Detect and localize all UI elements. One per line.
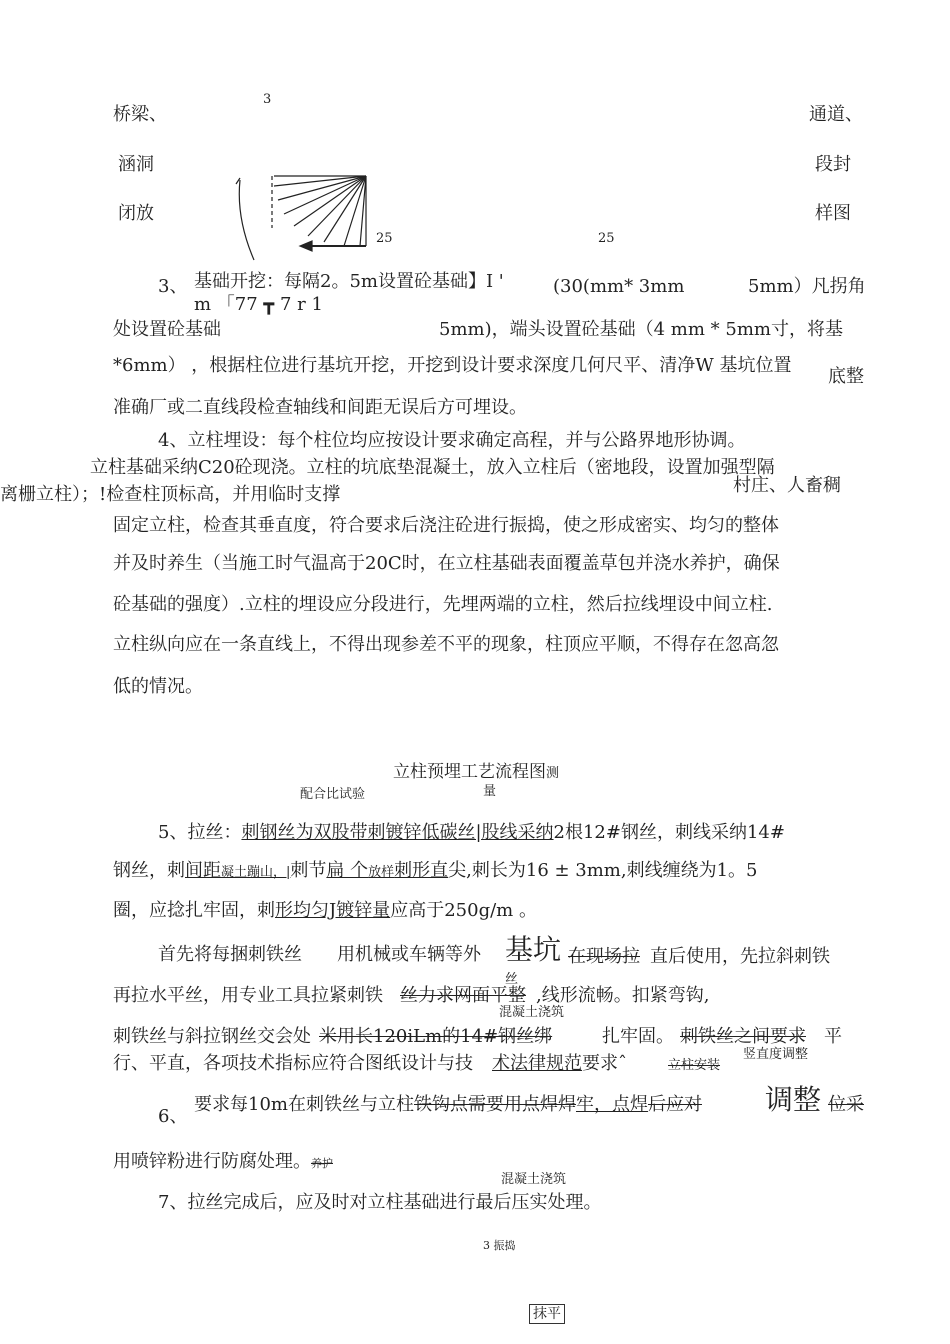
sec5-line1 <box>158 822 785 844</box>
left-label-3: 闭放 <box>118 203 154 224</box>
sec5-para2-d: 直后使用，先拉斜刺铁 <box>650 946 830 967</box>
fence-layout-sketch <box>228 168 378 268</box>
sec3-line3: *6mm） ，根据柱位进行基坑开挖，开挖到设计要求深度几何尺平、清净W 基坑位置 <box>113 355 792 376</box>
sec5-l3b: 形均匀J镀锌量 <box>275 900 391 921</box>
sec5-para4-b: 米用长120iLm的14#钢丝绑 <box>319 1026 553 1047</box>
sec3-line2-start: 处设置砼基础 <box>113 319 221 340</box>
flow-vertical: 竖直度调整 <box>743 1047 809 1062</box>
sec5-l2g: 刺形直 <box>394 860 449 881</box>
sec3-line1-num: 3、 <box>158 276 188 297</box>
sec5-l2a: 钢丝，刺 <box>113 860 185 881</box>
sec3-line4: 准确厂或二直线段检查轴线和间距无误后方可埋设。 <box>113 397 527 418</box>
flow-title-small: 测 <box>546 766 560 781</box>
sec5-para2-b: 用机械或车辆等外 <box>337 944 481 965</box>
sec3-line1-dims: (30(mm* 3mm <box>553 276 685 297</box>
sec5-line3 <box>113 900 537 922</box>
sec4-line3-side: 村庄、人畜稠 <box>733 475 841 496</box>
flow-smooth: 抹平 <box>529 1304 565 1324</box>
sec4-line7: 立柱纵向应在一条直线上，不得出现参差不平的现象，柱顶应平顺，不得存在忽高忽 <box>113 634 779 655</box>
sec5-para2-a: 首先将每捆刺铁丝 <box>158 944 302 965</box>
sec5-l2c: 凝土蹦山，| <box>221 865 291 880</box>
sec7-line1: 7、拉丝完成后，应及时对立柱基础进行最后压实处理。 <box>158 1192 602 1213</box>
sec5-l1d: 2根12#钢丝，刺线采纳14# <box>553 822 785 843</box>
sec5-para5-a: 行、平直，各项技术指标应符合图纸设计与技 <box>113 1053 473 1074</box>
right-label-1: 通道、 <box>809 104 863 125</box>
figure-number: 3 <box>263 92 272 107</box>
right-label-2: 段封 <box>815 154 851 175</box>
sec5-l2f: 放样 <box>368 865 395 880</box>
sec6-l2: 用喷锌粉进行防腐处理。 <box>113 1151 311 1172</box>
flow-adjust: 调整 <box>765 1083 822 1116</box>
sec6-l1a: 要求每10m在刺铁丝与立柱 <box>194 1094 414 1115</box>
sec5-para4-e: 平 <box>824 1026 842 1047</box>
sec6-l1c: 牢，点焊 <box>575 1094 648 1115</box>
sec5-l2b: 间距 <box>185 860 221 881</box>
sec6-num: 6、 <box>158 1106 188 1127</box>
sec5-para5-b: 术法律规范 <box>492 1053 582 1074</box>
sec4-line4: 固定立柱，检查其垂直度，符合要求后浇注砼进行振捣，使之形成密实、均匀的整体 <box>113 515 779 536</box>
sec3-line1-end: 5mm）凡拐角 <box>748 276 866 297</box>
sec5-l1b: 刺钢丝为双股带刺 <box>241 822 386 843</box>
left-label-2: 涵洞 <box>118 154 154 175</box>
sec4-line5: 并及时养生（当施工时气温高于20C时，在立柱基础表面覆盖草包并浇水养护，确保 <box>113 553 780 574</box>
sec3-line1-text: 基础开挖：每隔2。5m设置砼基础】I ' <box>194 271 504 292</box>
flow-mix-test: 配合比试验 <box>300 787 366 802</box>
flow-pit: 基坑 <box>505 933 562 966</box>
sec5-l2e: 扁 个 <box>326 860 369 881</box>
sec3-line2-end: 5mm)，端头设置砼基础（4 mm * 5mm寸，将基 <box>439 319 843 340</box>
sec5-l3a: 圈，应捻扎牢固，刺 <box>113 900 275 921</box>
flow-title-text: 立柱预埋工艺流程图 <box>393 762 546 782</box>
sec4-line6: 砼基础的强度）.立柱的埋设应分段进行，先埋两端的立柱，然后拉线埋设中间立柱. <box>113 594 773 615</box>
flow-concrete-2: 混凝土浇筑 <box>501 1172 567 1187</box>
sec4-line2: 立柱基础采纳C20砼现浇。立柱的坑底垫混凝土，放入立柱后（密地段，设置加强型隔 <box>90 457 775 478</box>
sec5-para5-c: 要求ˆ <box>582 1053 627 1074</box>
sec3-line3-side: 底整 <box>828 366 864 387</box>
left-label-1: 桥梁、 <box>113 104 167 125</box>
flow-pit-sub: 丝 <box>505 972 519 987</box>
sec5-l3c: 应高于250g/m 。 <box>390 900 537 921</box>
sec5-l1a: 5、拉丝： <box>158 822 242 843</box>
flow-install: 立柱安装 <box>668 1058 721 1073</box>
sec5-para4-d: 刺铁丝之间要求 <box>680 1026 806 1047</box>
flow-title <box>393 761 559 783</box>
sec6-l1b: 铁钩点需要用点焊焊 <box>413 1094 576 1115</box>
sec6-line2 <box>113 1151 333 1173</box>
sec4-line8: 低的情况。 <box>113 676 203 697</box>
dimension-left: 25 <box>376 231 393 246</box>
sec6-line1-end: 位采 <box>828 1094 864 1115</box>
flow-measure: 量 <box>483 784 497 799</box>
sec5-para3-b: 丝力求网面平整 <box>400 985 526 1006</box>
sec5-l2h: 尖,刺长为16 ± 3mm,刺线缠绕为1。5 <box>448 860 758 881</box>
flow-maintain: 养护 <box>311 1157 333 1170</box>
sec5-para4-c: 扎牢固。 <box>602 1026 674 1047</box>
sec5-l1c: 镀锌低碳丝|股线采纳 <box>385 822 554 843</box>
dimension-right: 25 <box>598 231 615 246</box>
sec6-line1 <box>194 1094 702 1116</box>
sec5-para4-a: 刺铁丝与斜拉钢丝交会处 <box>113 1026 311 1047</box>
sec5-para2-c: 在现场拉 <box>568 946 640 967</box>
sec6-l1d: 后应对 <box>647 1094 702 1115</box>
flow-vibrate: 3 振捣 <box>483 1239 516 1252</box>
flow-concrete-1: 混凝土浇筑 <box>499 1005 565 1020</box>
sec5-para3-a: 再拉水平丝，用专业工具拉紧刺铁 <box>113 985 383 1006</box>
right-label-3: 样图 <box>815 203 851 224</box>
sec5-para3-c: ,线形流畅。扣紧弯钩, <box>536 985 710 1006</box>
sec4-line3: 离栅立柱）；!检查柱顶标高，并用临时支撑 <box>0 484 341 505</box>
sec3-line1-sub: m 「77 ┳ 7 r 1 <box>194 294 323 315</box>
sec5-l2d: 刺节 <box>290 860 327 881</box>
sec4-line1: 4、立柱埋设：每个柱位均应按设计要求确定高程，并与公路界地形协调。 <box>158 430 746 451</box>
sec5-line2 <box>113 860 758 882</box>
